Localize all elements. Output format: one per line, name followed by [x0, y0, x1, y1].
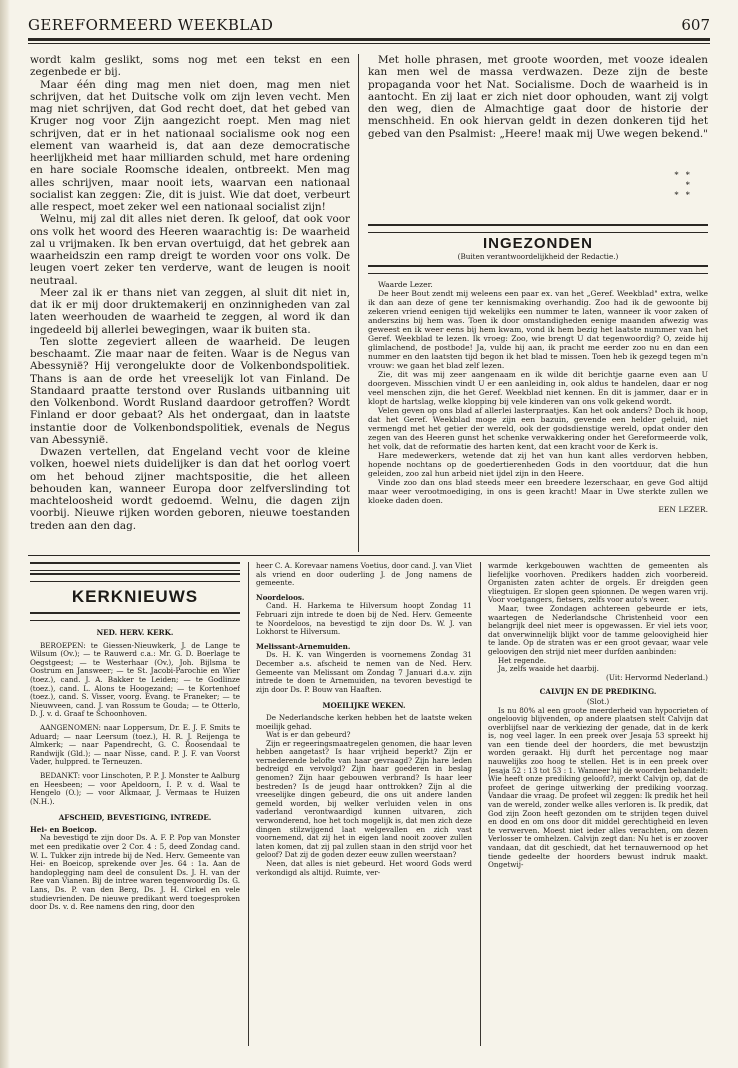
paragraph: heer C. A. Korevaar namens Voetius, door cand. J. van Vliet als vriend en door ouderling J. de Jong namens de gemeente.: [256, 562, 472, 588]
moeilijke-heading: MOEILIJKE WEKEN.: [322, 701, 406, 711]
column-divider: [248, 562, 249, 1046]
church-section-heading: NED. HERV. KERK.: [96, 628, 174, 637]
section-rule: [30, 562, 240, 571]
letter-paragraph: Vinde zoo dan ons blad steeds meer een breedere lezerschaar, en geve God altijd maar weer verootmoediging, in ons is geen kracht! Maar in Uwe sterkte zullen we kloeke daden doen.: [368, 477, 708, 505]
letter-signature: EEN LEZER.: [658, 504, 708, 514]
paragraph: Wat is er dan gebeurd?: [266, 730, 351, 740]
melissant-text: Ds. H. K. van Wingerden is voornemens Zondag 31 December a.s. afscheid te nemen van de Ned. Herv. Gemeente van Melissant om Zondag 7 Januari d.a.v. zijn intrede te doen te Arnemuiden, na tevoren bevestigd te zijn door Ds. P. Bouw van Haaften.: [256, 650, 472, 694]
band-separator: [28, 555, 710, 556]
source-citation: (Uit: Hervormd Nederland.): [606, 672, 708, 682]
page-binding-shadow: [0, 0, 10, 1068]
hei-text: Na bevestigd te zijn door Ds. A. F. P. Pop van Monster met een predikatie over 2 Cor. 4 : 5, deed Zondag cand. W. L. Tukker zijn intrede bij de Ned. Herv. Gemeente van Hei- en Boeicop, sprekende over Jes. 64 : 1a. Aan de handoplegging nam deel de consulent Ds. J. H. van der Ree van Vianen. Bij de intree waren tegenwoordig Ds. G. Lans, Ds. P. van den Berg, Ds. J. H. Cirkel en vele studievrienden. De nieuwe predikant werd toegesproken door Ds. v. d. Ree namens den ring, door den: [30, 833, 240, 912]
paragraph: Meer zal ik er thans niet van zeggen, al sluit dit niet in, dat ik er mij door druktemakerij en onzinnigheden van zal laten weerhouden de waarheid te zeggen, al word ik dan ingedeeld bij allerlei bewegingen, waar ik buiten sta.: [30, 286, 350, 336]
noordeloos-text: Cand. H. Harkema te Hilversum hoopt Zondag 11 Februari zijn intrede te doen bij de Ned. Herv. Gemeente te Noordeloos, na bevestigd te zijn door Ds. W. J. van Lokhorst te Hilversum.: [256, 601, 472, 637]
header-rule-thin: [28, 43, 710, 44]
paragraph: Maar één ding mag men niet doen, mag men niet schrijven, dat het Duitsche volk om zijn leven vecht. Men mag niet schrijven, dat God recht doet, dat het gebed van Kruger nog voor Zijn aangezicht roept. Men mag niet schrijven, dat er in het nationaal socialisme ook nog een element van waarheid is, dat aan deze democratische heerlijkheid met haar milliarden schuld, met hare ordening en hare sociale Roomsche idealen, ontbreekt. Men mag alles schrijven, maar nooit iets, waarvan een nationaal socialist kan zeggen: Zie, dit is juist. Wie dat doet, verbeurt alle respect, moet zeker wel een nationaal socialist zijn!: [30, 78, 350, 213]
beroepen-text: BEROEPEN: te Giessen-Nieuwkerk, J. de Lange te Wilsum (Ov.); — te Rauwerd c.a.: Mr. G. D. Boerlage te Oegstgeest; — te Westerhaar (Ov.), Joh. Bijlsma te Oostrum en Jansweer; — te St. Jacobi-Parochie en Wier (toez.), cand. J. A. Bakker te Leiden; — te Godlinze (toez.), cand. L. Alons te Hoogezand; — te Kortenhoef (toez.), cand. S. Visser, voorg. Evang. te Franeker; — te Nieuwveen, cand. J. van Rossum te Gouda; — te Otterlo, D. J. v. d. Graaf te Schoonhoven.: [30, 640, 240, 719]
paragraph: Ten slotte zegeviert alleen de waarheid. De leugen beschaamt. Zie maar naar de feiten. Waar is de Negus van Abessynië? Hij verongelukte door de Volkenbondspolitiek. Thans is aan de orde het vreeselijk lot van Finland. De Standaard praatte terstond over Ruslands uitbanning uit den Volkenbond. Wordt Rusland daardoor getroffen? Wordt Finland er door gebaat? Als het ondergaat, dan in laatste instantie door de Volkenbondspolitiek, evenals de Negus van Abessynië.: [30, 335, 350, 446]
right-news-column: [488, 562, 708, 1050]
paragraph: wordt kalm geslikt, soms nog met een tekst en een zegenbede er bij.: [30, 54, 350, 79]
paragraph: De Nederlandsche kerken hebben het de laatste weken moeilijk gehad.: [256, 712, 472, 731]
opinion-column-left: [30, 54, 350, 549]
calvijn-text: Is nu 80% al een groote meerderheid van hypocrieten of ongeloovig blijvenden, op andere plaatsen stelt Calvijn dat overblijfsel naar de verkiezing der genade, dat in de kerk is, nog veel lager. In een preek over Jesaja 53 spreekt hij van een tiende deel der hoorders, die met bewustzijn worden geraakt. Hij durft het percentage nog maar nauwelijks zoo hoog te stellen. Het is in een preek over Jesaja 52 : 13 tot 53 : 1. Wanneer hij de woorden behandelt: Wie heeft onze prediking geloofd?, merkt Calvijn op, dat de profeet de geringe uitwerking der prediking voorzag. Vandaar die vraag. De profeet wil zeggen: Ik predik het heil van de wereld, zonder welke alles verloren is. Ik predik, dat God zijn Zoon heeft gezonden om te strijden tegen duivel en dood en om ons door dit middel gerechtigheid en leven te verwerven. Moest niet ieder alles verachten, om dezen Verlosser te omhelzen. Calvijn zegt dan: Nu het is er zoover vandaan, dat dit geschiedt, dat het ternauwernood op het tiende gedeelte der hoorders bewust indruk maakt. Ongetwij-: [488, 705, 708, 870]
ingezonden-subtitle: (Buiten verantwoordelijkheid der Redactie.): [457, 252, 619, 261]
column-divider: [480, 562, 481, 1046]
letter-paragraph: Hare medewerkers, wetende dat zij het van hun kant alles verdorven hebben, hopende nochtans op de goedertierenheden Gods in den voortduur, dat die hun geleiden, zoo zal hun arbeid niet ijdel zijn in den Heere.: [368, 450, 708, 478]
section-rule: [368, 265, 708, 274]
hei-heading: Hei- en Boeicop.: [30, 824, 97, 834]
publication-title: GEREFORMEERD WEEKBLAD: [28, 16, 274, 34]
paragraph: Dwazen vertellen, dat Engeland vecht voor de kleine volken, hoewel niets duidelijker is dan dat het oorlog voert om het behoud zijner machtspositie, die het alleen behouden kan, wanneer Europa door zelfverslinding tot machteloosheid wordt gedoemd. Welnu, die dagen zijn voorbij. Nieuwe rijken worden geboren, nieuwe toestanden treden aan den dag.: [30, 446, 350, 532]
calvijn-subheading: (Slot.): [586, 696, 610, 706]
header-rule-thick: [28, 38, 710, 41]
ingezonden-section: [368, 222, 708, 552]
ingezonden-title: INGEZONDEN: [482, 235, 593, 252]
melissant-heading: Melissant-Arnemuiden.: [256, 641, 351, 651]
paragraph: Neen, dat alles is niet gebeurd. Het woord Gods werd verkondigd als altijd. Ruimte, ver-: [256, 859, 472, 877]
letter-paragraph: De heer Bout zendt mij weleens een paar ex. van het „Geref. Weekblad" extra, welke ik dan aan deze of gene ter kennismaking overhandig. Zoo had ik de gewoonte bij zekeren vriend eenigen tijd wekelijks een nummer te laten, wanneer ik voor zaken of anderszins bij hem was. Toen ik door omstandigheden eenige maanden afwezig was geweest en ik weer eens bij hem kwam, vond ik hem bezig het laatste nummer van het Geref. Weekblad te lezen. Ik vroeg: Zoo, wie brengt U dat tegenwoordig? O, zeide hij glimlachend, de postbode! Ja, vulde hij aan, ik pracht me eerder zoo nu en dan een nummer en den laatsten tijd begon ik het blad te missen. Toen heb ik gezegd tegen m'n vrouw: we gaan het blad zelf lezen.: [368, 288, 708, 370]
calvijn-heading: CALVIJN EN DE PREDIKING.: [539, 687, 657, 697]
section-rule: [368, 224, 708, 233]
kerknieuws-column: [30, 560, 240, 1050]
column-divider: [358, 54, 359, 552]
paragraph: Welnu, mij zal dit alles niet deren. Ik geloof, dat ook voor ons volk het woord des Heeren waarachtig is: De waarheid zal u vrijmaken. Ik ben ervan overtuigd, dat het gebrek aan waarheidszin een ramp dreigt te worden voor ons volk. De leugen voert zeker ten verderve, want de leugen is nooit neutraal.: [30, 213, 350, 287]
noordeloos-heading: Noordeloos.: [256, 592, 305, 602]
aangenomen-text: AANGENOMEN: naar Loppersum, Dr. E. J. F. Smits te Aduard; — naar Leersum (toez.), H. R. J. Reijenga te Almkerk; — naar Papendrecht, G. C. Roosendaal te Randwijk (Gld.); — naar Nisse, cand. P. J. F. van Voorst Vader, hulppred. te Terneuzen.: [30, 722, 240, 767]
paragraph: Zijn er regeeringsmaatregelen genomen, die haar leven hebben aangetast? Is haar vrijheid beperkt? Zijn er vernederende belofte van haar gevraagd? Zijn hare leden bedreigd en vervolgd? Zijn haar goederen in beslag genomen? Zijn haar gebouwen verbrand? Is haar leer bestreden? Is de jeugd haar onttrokken? Zijn al die vreeselijke dingen gebeurd, die ons uit andere landen gemeld worden, bij welker verluiden velen in ons vaderland verontwaardigd kunnen uitvaren, zich verwonderend, hoe het toch mogelijk is, dat men zich deze dingen stilzwijgend laat welgevallen en zich vast voornemend, dat zij het in eigen land nooit zoover zullen laten komen, dat zij pal zullen staan in den strijd voor het geloof? Dat zij de goden dezer eeuw zullen weerstaan?: [256, 738, 472, 860]
paragraph: Met holle phrasen, met groote woorden, met vooze idealen kan men wel de massa verdwazen. Deze zijn de beste propaganda voor het Nat. Socialisme. Doch de waarheid is in aantocht. En zij laat er zich niet door ophouden, want zij volgt den weg, dien de Almachtige gaat door de historie der menschheid. En ook hiervan geldt in dezen donkeren tijd het gebed van den Psalmist: „Heere! maak mij Uwe wegen bekend.": [368, 54, 708, 140]
verse-line: Het regende.: [498, 655, 547, 665]
kerknieuws-title: KERKNIEUWS: [71, 587, 199, 606]
paragraph: Maar, twee Zondagen achtereen gebeurde er iets, waartegen de Nederlandsche Christenheid voor een belangrijk deel niet meer is opgewassen. Er viel iets voor, dat onverwinnelijk blijkt voor de tamme geloovigheid hier te lande. Op de straten was er een groot gevaar, waar vele geloovigen den strijd niet meer durfden aanbinden:: [488, 603, 708, 656]
letter-paragraph: Velen geven op ons blad af allerlei lasterpraatjes. Kan het ook anders? Doch ik hoop, dat het Geref. Weekblad moge zijn een bazuin, gevende een helder geluid, niet vermengd met het getier der wereld, ook der godsdienstige wereld, opdat onder den zegen van des Heeren gunst het schenke verwakkering onder het Gereformeerde volk, het volk, dat de reformatie des harten kent, dat een kracht voor de Kerk is.: [368, 405, 708, 451]
running-header: [28, 14, 710, 36]
verse-line: Ja, zelfs waaide het daarbij.: [498, 664, 599, 674]
page-number: 607: [681, 16, 710, 34]
bedankt-text: BEDANKT: voor Linschoten, P. P. J. Monster te Aalburg en Heesbeen; — voor Apeldoorn, I. P. v. d. Waal te Hengelo (O.); — voor Alkmaar, J. Vermaas te Huizen (N.H.).: [30, 770, 240, 806]
letter-paragraph: Zie, dit was mij zeer aangenaam en ik wilde dit berichtje gaarne even aan U doorgeven. Misschien vindt U er een aanleiding in, ook aldus te handelen, daar er nog veel menschen zijn, die het Geref. Weekblad niet kennen. En dit is jammer, daar er in klopt de hartslag, welke klopping bij vele kinderen van ons volk gekend wordt.: [368, 369, 708, 406]
section-rule: [30, 573, 240, 582]
salutation: Waarde Lezer.: [378, 279, 433, 289]
afscheid-heading: AFSCHEID, BEVESTIGING, INTREDE.: [58, 813, 212, 823]
opinion-column-right: [368, 54, 708, 166]
paragraph: warmde kerkgebouwen wachtten de gemeenten als liefelijke voorhoven. Predikers hadden zich voorbereid. Organisten zaten achter de orgels. Er dreigden geen vliegtuigen. Er slopen geen spionnen. De wegen waren vrij. Voor voetgangers, fietsers, zelfs voor auto's weer.: [488, 562, 708, 605]
section-end-stars: * * * * *: [674, 170, 690, 200]
section-rule: [30, 612, 240, 621]
middle-news-column: [256, 562, 472, 1050]
